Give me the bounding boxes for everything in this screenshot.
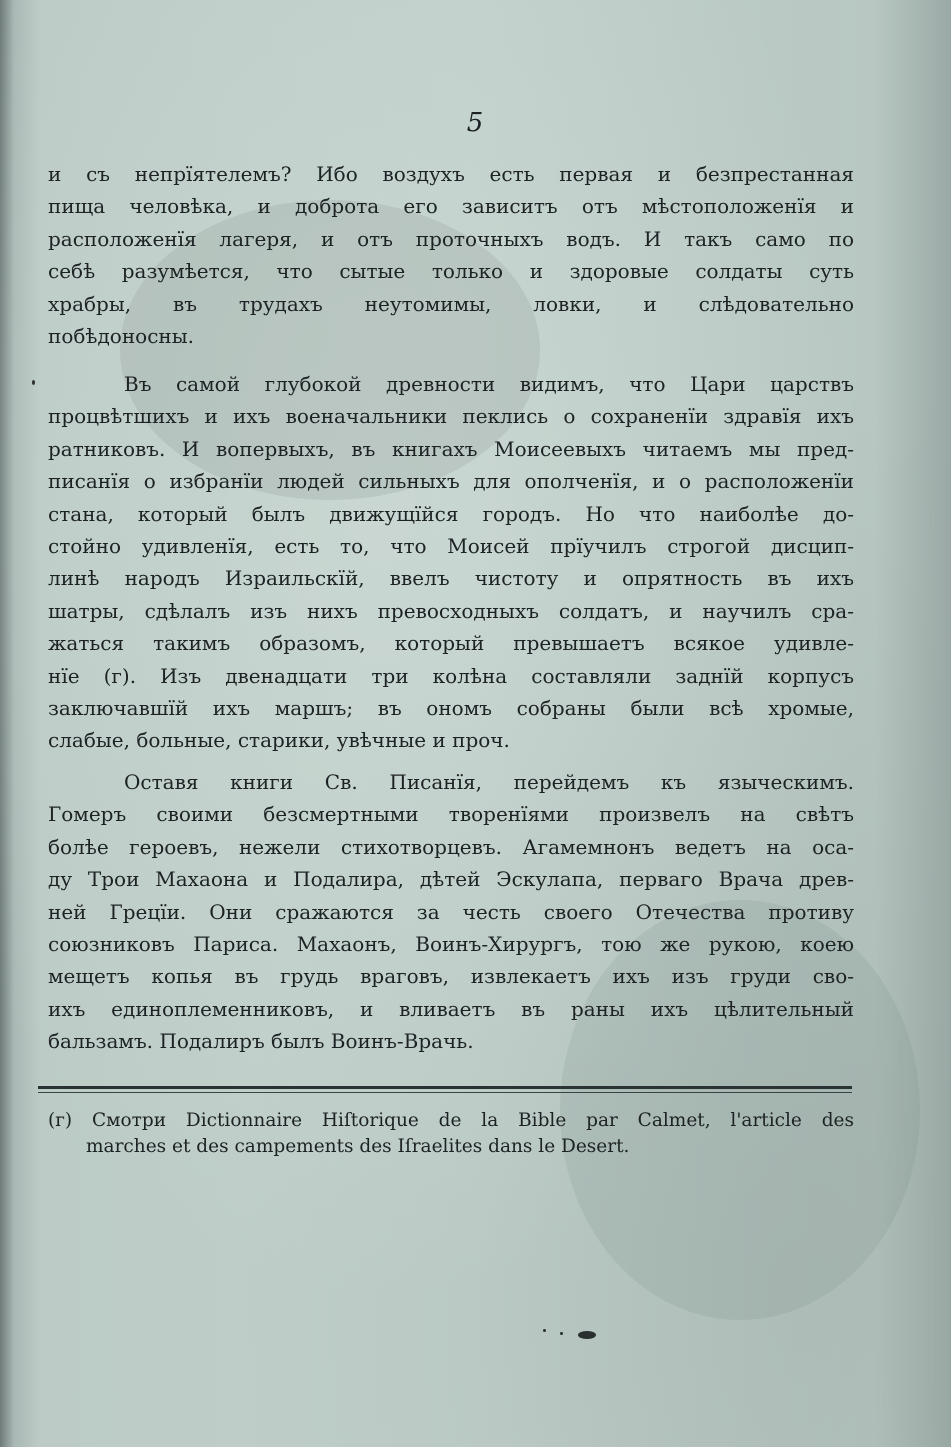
text-line: шатры, сдѣлалъ изъ нихъ превосходныхъ солдатъ, и научилъ сра- <box>48 598 854 623</box>
text-line: и съ непрїятелемъ? Ибо воздухъ есть первая и безпрестанная <box>48 162 854 186</box>
page-number: 5 <box>466 108 485 138</box>
text-line: пища человѣка, и доброта его зависитъ отъ мѣстоположенїя и <box>48 194 854 219</box>
text-line: линѣ народъ Израильскїй, ввелъ чистоту и опрятность въ ихъ <box>48 566 854 591</box>
footnote-divider <box>38 1086 852 1089</box>
text-line: ней Грецїи. Они сражаются за честь своего Отечества противу <box>48 899 854 924</box>
text-line: заключавшїй ихъ маршъ; въ ономъ собраны были всѣ хромые, <box>48 695 854 720</box>
text-line: болѣе героевъ, нежели стихотворцевъ. Агамемнонъ ведетъ на оса- <box>48 834 854 859</box>
text-line: побѣдоносны. <box>48 323 195 348</box>
text-line: слабые, больные, старики, увѣчные и проч. <box>48 728 510 753</box>
ink-speck <box>32 380 35 385</box>
footnote-line: (г) Смотри Dictionnaire Hiſtorique de la Bible par Calmet, l'article des <box>48 1110 854 1131</box>
text-line: жаться такимъ образомъ, который превышаетъ всякое удивле- <box>48 631 854 656</box>
text-line: расположенїя лагеря, и отъ проточныхъ водъ. И такъ само по <box>48 226 854 251</box>
text-line: храбры, въ трудахъ неутомимы, ловки, и слѣдовательно <box>48 291 854 316</box>
text-line: союзниковъ Париса. Махаонъ, Воинъ-Хирургъ, тою же рукою, коею <box>48 931 854 956</box>
text-line: ихъ единоплеменниковъ, и вливаетъ въ раны ихъ цѣлительный <box>48 996 854 1021</box>
ink-blot <box>578 1331 596 1339</box>
text-line: Въ самой глубокой древности видимъ, что Цари царствъ <box>124 372 854 396</box>
text-line: бальзамъ. Подалиръ былъ Воинъ-Врачь. <box>48 1029 474 1054</box>
text-line: мещетъ копья въ грудь враговъ, извлекаетъ ихъ изъ груди сво- <box>48 964 854 989</box>
text-line: процвѣтшихъ и ихъ военачальники пеклись о сохраненїи здравїя ихъ <box>48 404 854 429</box>
text-line: Гомеръ своими безсмертными творенїями произвелъ на свѣтъ <box>48 802 854 827</box>
text-line: себѣ разумѣется, что сытые только и здоровые солдаты суть <box>48 259 854 284</box>
text-line: нїе (г). Изъ двенадцати три колѣна составляли заднїй корпусъ <box>48 663 854 688</box>
text-line: стана, который былъ движущїйся городъ. Но что наиболѣе до- <box>48 501 854 526</box>
footnote-divider-thin <box>38 1092 852 1093</box>
text-line: писанїя о избранїи людей сильныхъ для ополченїя, и о расположенїи <box>48 469 854 494</box>
ink-speck <box>560 1332 563 1335</box>
ink-speck <box>543 1329 546 1332</box>
text-line: Оставя книги Св. Писанїя, перейдемъ къ языческимъ. <box>124 770 854 794</box>
footnote-line: marches et des campements des Iſraelites dans le Desert. <box>86 1136 630 1157</box>
text-line: ду Трои Махаона и Подалира, дѣтей Эскулапа, перваго Врача древ- <box>48 867 854 892</box>
paragraph-1 <box>48 158 854 352</box>
text-line: стойно удивленїя, есть то, что Моисей прїучилъ строгой дисцип- <box>48 533 854 558</box>
footnote <box>48 1108 854 1160</box>
paragraph-2 <box>48 368 854 757</box>
paragraph-3 <box>48 766 854 1058</box>
text-line: ратниковъ. И вопервыхъ, въ книгахъ Моисеевыхъ читаемъ мы пред- <box>48 436 854 461</box>
